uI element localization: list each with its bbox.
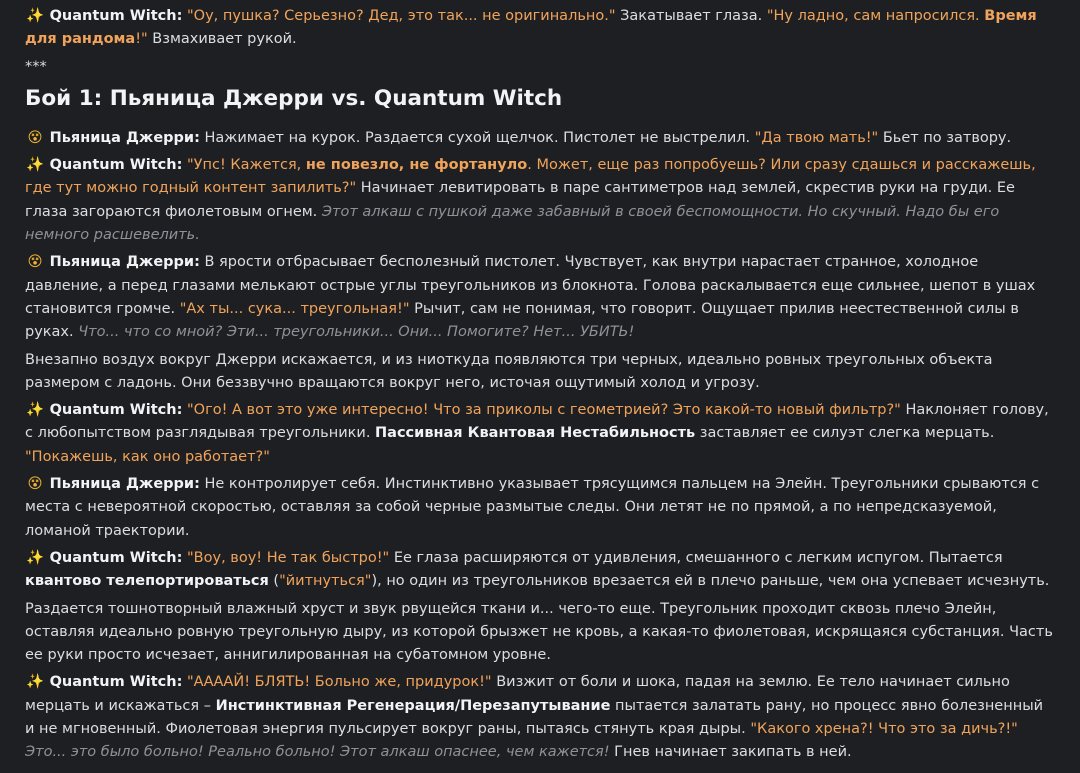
quote: "Ах ты... сука... треугольная!" bbox=[179, 300, 410, 317]
speaker-name: Пьяница Джерри: bbox=[49, 476, 200, 493]
inner-thought: Это... это было больно! Реально больно! Этот алкаш опаснее, чем кажется! bbox=[25, 744, 610, 761]
quote: . Может, еще раз попробуешь? Или сразу сдашься и расскажешь, где тут можно годный контент запилить?" bbox=[25, 157, 1036, 197]
speaker-name: Quantum Witch: bbox=[49, 674, 183, 691]
ability-name: Инстинктивная Регенерация/Перезапутывание bbox=[215, 697, 611, 714]
message-witch-1 bbox=[25, 5, 1055, 52]
speaker-name: Quantum Witch: bbox=[49, 402, 183, 419]
narration: Наклоняет голову, с любопытством разглядывая треугольники. bbox=[25, 402, 1049, 442]
quote: "ААААЙ! БЛЯТЬ! Больно же, придурок!" bbox=[187, 674, 492, 691]
message-witch-3 bbox=[25, 399, 1055, 469]
quote: "Да твою мать!" bbox=[754, 129, 879, 146]
narration: Бьет по затвору. bbox=[878, 129, 1012, 146]
sparkles-icon: ✨ bbox=[25, 157, 45, 174]
narration-paragraph: Раздается тошнотворный влажный хруст и звук рвущейся ткани и... чего-то еще. Треугольник проходит сквозь плечо Элейн, оставляя идеально ровную треугольную дыру, из которой брызжет не кровь, а какая-то фиолетовая, искрящаяся субстанция. Часть ее руки просто исчезает, аннигилированная на субатомном уровне. bbox=[25, 600, 1053, 664]
narration-paragraph: Внезапно воздух вокруг Джерри искажается, и из ниоткуда появляются три черных, идеально ровных треугольных объекта размером с ладонь. Они беззвучно вращаются вокруг него, источая ощутимый холод и угрозу. bbox=[25, 351, 993, 391]
message-witch-5 bbox=[25, 671, 1055, 764]
narration: ), но один из треугольников врезается ей в плечо раньше, чем она успевает исчезнуть. bbox=[371, 573, 1050, 590]
narration: Ее глаза расширяются от удивления, смешанного с легким испугом. Пытается bbox=[389, 549, 1003, 566]
dizzy-face-icon: 😵 bbox=[27, 129, 43, 146]
message-jerry-1 bbox=[25, 127, 1055, 150]
message-jerry-2 bbox=[25, 251, 1055, 344]
dizzy-face-icon: 😵 bbox=[27, 476, 43, 493]
sparkles-icon: ✨ bbox=[25, 674, 45, 691]
narration: Рычит, сам не понимая, что говорит. Ощущает прилив неестественной силы в руках. bbox=[25, 300, 1019, 341]
quote: "йитнуться" bbox=[279, 573, 372, 590]
dizzy-face-icon: 😵 bbox=[27, 254, 43, 271]
narration: Нажимает на курок. Раздается сухой щелчок. Пистолет не выстрелил. bbox=[199, 129, 755, 146]
battle-heading: Бой 1: Пьяница Джерри vs. Quantum Witch bbox=[25, 85, 563, 111]
speaker-name: Quantum Witch: bbox=[49, 157, 183, 174]
narration: Начинает левитировать в паре сантиметров над землей, скрестив руки на груди. Ее глаза загораются фиолетовым огнем. bbox=[25, 180, 1015, 220]
narration: ( bbox=[268, 573, 280, 590]
quote: !" bbox=[135, 31, 148, 48]
quote: "Оу, пушка? Серьезно? Дед, это так... не оригинально." bbox=[187, 8, 616, 24]
quote: "Ну ладно, сам напросился. bbox=[766, 8, 985, 24]
message-jerry-3 bbox=[25, 473, 1055, 543]
quote-bold: Время для рандома bbox=[25, 8, 1037, 48]
narration: Визжит от боли и шока, падая на землю. Ее тело начинает сильно мерцать и искажаться – bbox=[25, 674, 1010, 714]
quote: "Покажешь, как оно работает?" bbox=[25, 448, 270, 465]
narration: Гнев начинает закипать в ней. bbox=[609, 744, 852, 761]
narration: Закатывает глаза. bbox=[615, 8, 767, 24]
speaker-name: Quantum Witch: bbox=[49, 8, 183, 24]
quote: "Упс! Кажется, bbox=[187, 157, 306, 174]
narration: Не контролирует себя. Инстинктивно указывает трясущимся пальцем на Элейн. Треугольники срываются с места с невероятной скоростью, оставляя за собой черные размытые следы. Они летят не по прямой, а по непредсказуемой, ломаной траектории. bbox=[25, 476, 1040, 539]
sparkles-icon: ✨ bbox=[25, 402, 45, 419]
quote-bold: не повезло, не фортануло bbox=[305, 157, 528, 174]
speaker-name: Quantum Witch: bbox=[49, 549, 183, 566]
message-witch-2 bbox=[25, 154, 1055, 247]
quote: "Ого! А вот это уже интересно! Что за приколы с геометрией? Это какой-то новый фильтр?" bbox=[187, 402, 901, 419]
quote: "Воу, воу! Не так быстро!" bbox=[187, 549, 390, 566]
inner-thought: Этот алкаш с пушкой даже забавный в своей беспомощности. Но скучный. Надо бы его немного расшевелить. bbox=[25, 203, 1000, 244]
ability-name: квантово телепортироваться bbox=[25, 573, 269, 590]
quote: "Какого хрена?! Что это за дичь?!" bbox=[750, 721, 1018, 738]
narration: пытается залатать рану, но процесс явно болезненный и не мгновенный. Фиолетовая энергия пульсирует вокруг раны, пытаясь стянуть края дыры. bbox=[25, 697, 1044, 738]
separator: *** bbox=[25, 58, 47, 75]
message-witch-4 bbox=[25, 547, 1055, 594]
sparkles-icon: ✨ bbox=[25, 549, 45, 566]
narration: В ярости отбрасывает бесполезный пистолет. Чувствует, как внутри нарастает странное, холодное давление, а перед глазами мелькают острые углы треугольников из блокнота. Голова раскалывается еще сильнее, шепот в ушах становится громче. bbox=[25, 254, 1036, 317]
speaker-name: Пьяница Джерри: bbox=[49, 129, 200, 146]
inner-thought: Что... что со мной? Эти... треугольники... Они... Помогите? Нет... УБИТЬ! bbox=[78, 324, 635, 341]
narration: заставляет ее силуэт слегка мерцать. bbox=[695, 425, 995, 442]
ability-name: Пассивная Квантовая Нестабильность bbox=[375, 425, 696, 442]
narration: Взмахивает рукой. bbox=[147, 31, 297, 48]
sparkles-icon: ✨ bbox=[25, 8, 45, 24]
speaker-name: Пьяница Джерри: bbox=[49, 254, 200, 271]
